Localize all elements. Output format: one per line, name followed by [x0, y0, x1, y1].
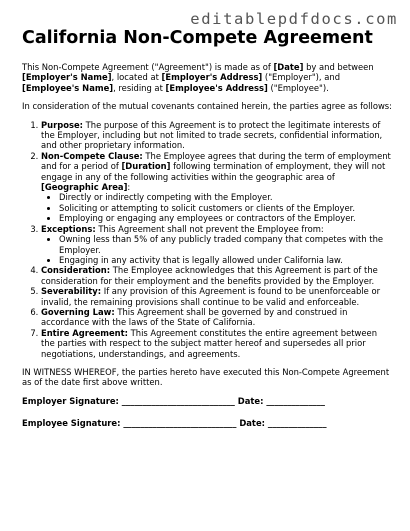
section-text: The purpose of this Agreement is to protect the legitimate interests of the Employer, including but not limited to trade secrets, confidential information, and other proprietary information.: [41, 119, 383, 151]
intro-text-2: by and between: [303, 62, 374, 72]
sections-list: [22, 120, 392, 359]
section-text: The Employee agrees that during the term of employment and for a period of: [41, 150, 391, 172]
section-text: If any provision of this Agreement is found to be unenforceable or invalid, the remaining provisions shall continue to be valid and enforceable.: [41, 286, 381, 307]
section-title: Exceptions:: [41, 223, 96, 234]
bullet-item: • Owning less than 5% of any publicly traded company that competes with the Employer.: [59, 234, 392, 255]
section-title: Entire Agreement:: [41, 327, 128, 338]
section-title: Governing Law:: [41, 306, 115, 317]
bullet-list: [41, 192, 392, 223]
section-title: Non-Compete Clause:: [41, 150, 143, 161]
section-title: Consideration:: [41, 265, 111, 276]
intro-text-4: ("Employer"), and: [262, 72, 341, 83]
bullet-item: • Engaging in any activity that is legally allowed under California law.: [59, 255, 392, 265]
bullet-list: [41, 234, 392, 265]
intro-text-3: , located at: [111, 72, 162, 83]
employer-name-placeholder: [Employer's Name]: [22, 72, 112, 83]
intro-text-5: , residing at: [113, 82, 166, 93]
section-title: Severability:: [41, 286, 102, 297]
geographic-area-placeholder: [Geographic Area]: [41, 182, 128, 193]
section-text: The Employee acknowledges that this Agreement is part of the consideration for their employment and the benefits provided by the Employer.: [41, 265, 378, 286]
section-title: Purpose:: [41, 119, 83, 130]
section-severability: [41, 286, 392, 307]
employee-signature-line[interactable]: Employee Signature: ___________________________ Date: ______________: [22, 417, 327, 428]
document-page: [22, 28, 392, 440]
watermark: editablepdfdocs.com: [190, 10, 398, 28]
employee-address-placeholder: [Employee's Address]: [165, 82, 268, 93]
section-consideration: [41, 265, 392, 286]
witness-paragraph: IN WITNESS WHEREOF, the parties hereto have executed this Non-Compete Agreement as of the date first above written.: [22, 366, 390, 388]
section-text: This Agreement constitutes the entire agreement between the parties with respect to the subject matter hereof and supersedes all prior negotiations, understandings, and agreements.: [41, 327, 378, 359]
section-text: following termination of employment, they will not engage in any of the following activities within the geographic area of: [41, 161, 386, 182]
duration-placeholder: [Duration]: [121, 161, 171, 172]
date-placeholder: [Date]: [273, 62, 304, 72]
section-text: This Agreement shall be governed by and construed in accordance with the laws of the State of California.: [41, 306, 348, 328]
intro-text-1: This Non-Compete Agreement ("Agreement") is made as of: [22, 62, 274, 72]
consideration-intro: In consideration of the mutual covenants contained herein, the parties agree as follows:: [22, 101, 392, 112]
intro-text-6: ("Employee").: [267, 82, 329, 93]
section-entire-agreement: [41, 328, 392, 359]
bullet-item: • Directly or indirectly competing with the Employer.: [59, 192, 392, 202]
section-text: This Agreement shall not prevent the Employee from:: [95, 223, 324, 234]
employer-address-placeholder: [Employer's Address]: [161, 72, 263, 83]
intro-paragraph: [22, 62, 392, 93]
section-exceptions: [41, 224, 392, 266]
section-text: :: [127, 182, 131, 193]
section-non-compete: [41, 151, 392, 224]
bullet-item: • Employing or engaging any employees or contractors of the Employer.: [59, 213, 392, 223]
employer-signature-line[interactable]: Employer Signature: ___________________________ Date: ______________: [22, 395, 325, 406]
bullet-item: • Soliciting or attempting to solicit customers or clients of the Employer.: [59, 203, 392, 213]
employee-name-placeholder: [Employee's Name]: [22, 82, 114, 93]
section-purpose: [41, 120, 392, 151]
section-governing-law: [41, 307, 392, 328]
page-title: California Non-Compete Agreement: [22, 28, 373, 48]
